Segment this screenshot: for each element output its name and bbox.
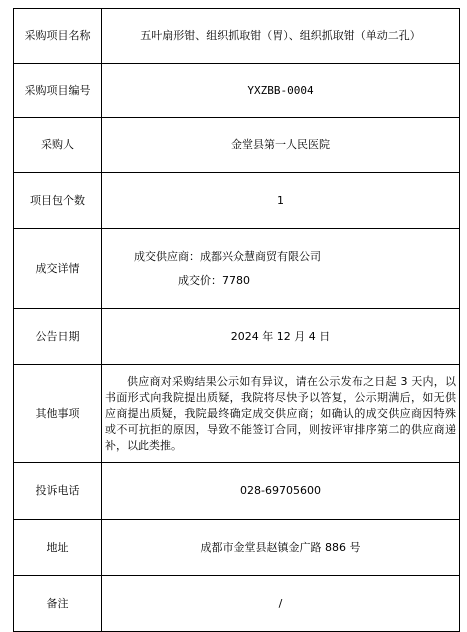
other-matters-cell: [102, 365, 460, 463]
other-matters-label: 其他事项: [14, 365, 102, 463]
row-remarks: [14, 576, 460, 632]
purchaser-label: 采购人: [14, 118, 102, 173]
row-project-name: [14, 9, 460, 64]
address-label: 地址: [14, 520, 102, 576]
address-value: 成都市金堂县赵镇金广路 886 号: [102, 520, 460, 576]
winning-supplier-line: [102, 249, 459, 265]
row-other-matters: [14, 365, 460, 463]
announcement-date-value: 2024 年 12 月 4 日: [102, 309, 460, 365]
row-complaint-phone: [14, 463, 460, 520]
complaint-phone-label: 投诉电话: [14, 463, 102, 520]
row-deal-details: [14, 229, 460, 309]
package-count-label: 项目包个数: [14, 173, 102, 229]
deal-price-value: 7780: [222, 273, 250, 287]
deal-details-value: [102, 229, 460, 309]
row-address: [14, 520, 460, 576]
remarks-value: /: [102, 576, 460, 632]
announcement-date-label: 公告日期: [14, 309, 102, 365]
complaint-phone-value: 028-69705600: [102, 463, 460, 520]
other-matters-text: 供应商对采购结果公示如有异议，请在公示发布之日起 3 天内，以书面形式向我院提出质疑，我院将尽快予以答复，公示期满后，如无供应商提出质疑，我院最终确定成交供应商；如确认的成交供应商因特殊或不可抗拒的原因，导致不能签订合同，则按评审排序第二的供应商递补，以此类推。: [105, 374, 456, 452]
deal-price-line: [102, 273, 459, 289]
deal-details-label: 成交详情: [14, 229, 102, 309]
project-name-label: 采购项目名称: [14, 9, 102, 64]
row-announcement-date: [14, 309, 460, 365]
winning-supplier-label: 成交供应商：: [134, 249, 200, 263]
procurement-result-table: [13, 8, 460, 632]
project-number-value: YXZBB-0004: [102, 64, 460, 118]
row-project-number: [14, 64, 460, 118]
deal-price-label: 成交价：: [178, 273, 222, 287]
project-number-label: 采购项目编号: [14, 64, 102, 118]
winning-supplier-name: 成都兴众慧商贸有限公司: [200, 249, 321, 263]
project-name-value: 五叶扇形钳、组织抓取钳（胃）、组织抓取钳（单动二孔）: [102, 9, 460, 64]
purchaser-value: 金堂县第一人民医院: [102, 118, 460, 173]
package-count-value: 1: [102, 173, 460, 229]
remarks-label: 备注: [14, 576, 102, 632]
row-purchaser: [14, 118, 460, 173]
row-package-count: [14, 173, 460, 229]
